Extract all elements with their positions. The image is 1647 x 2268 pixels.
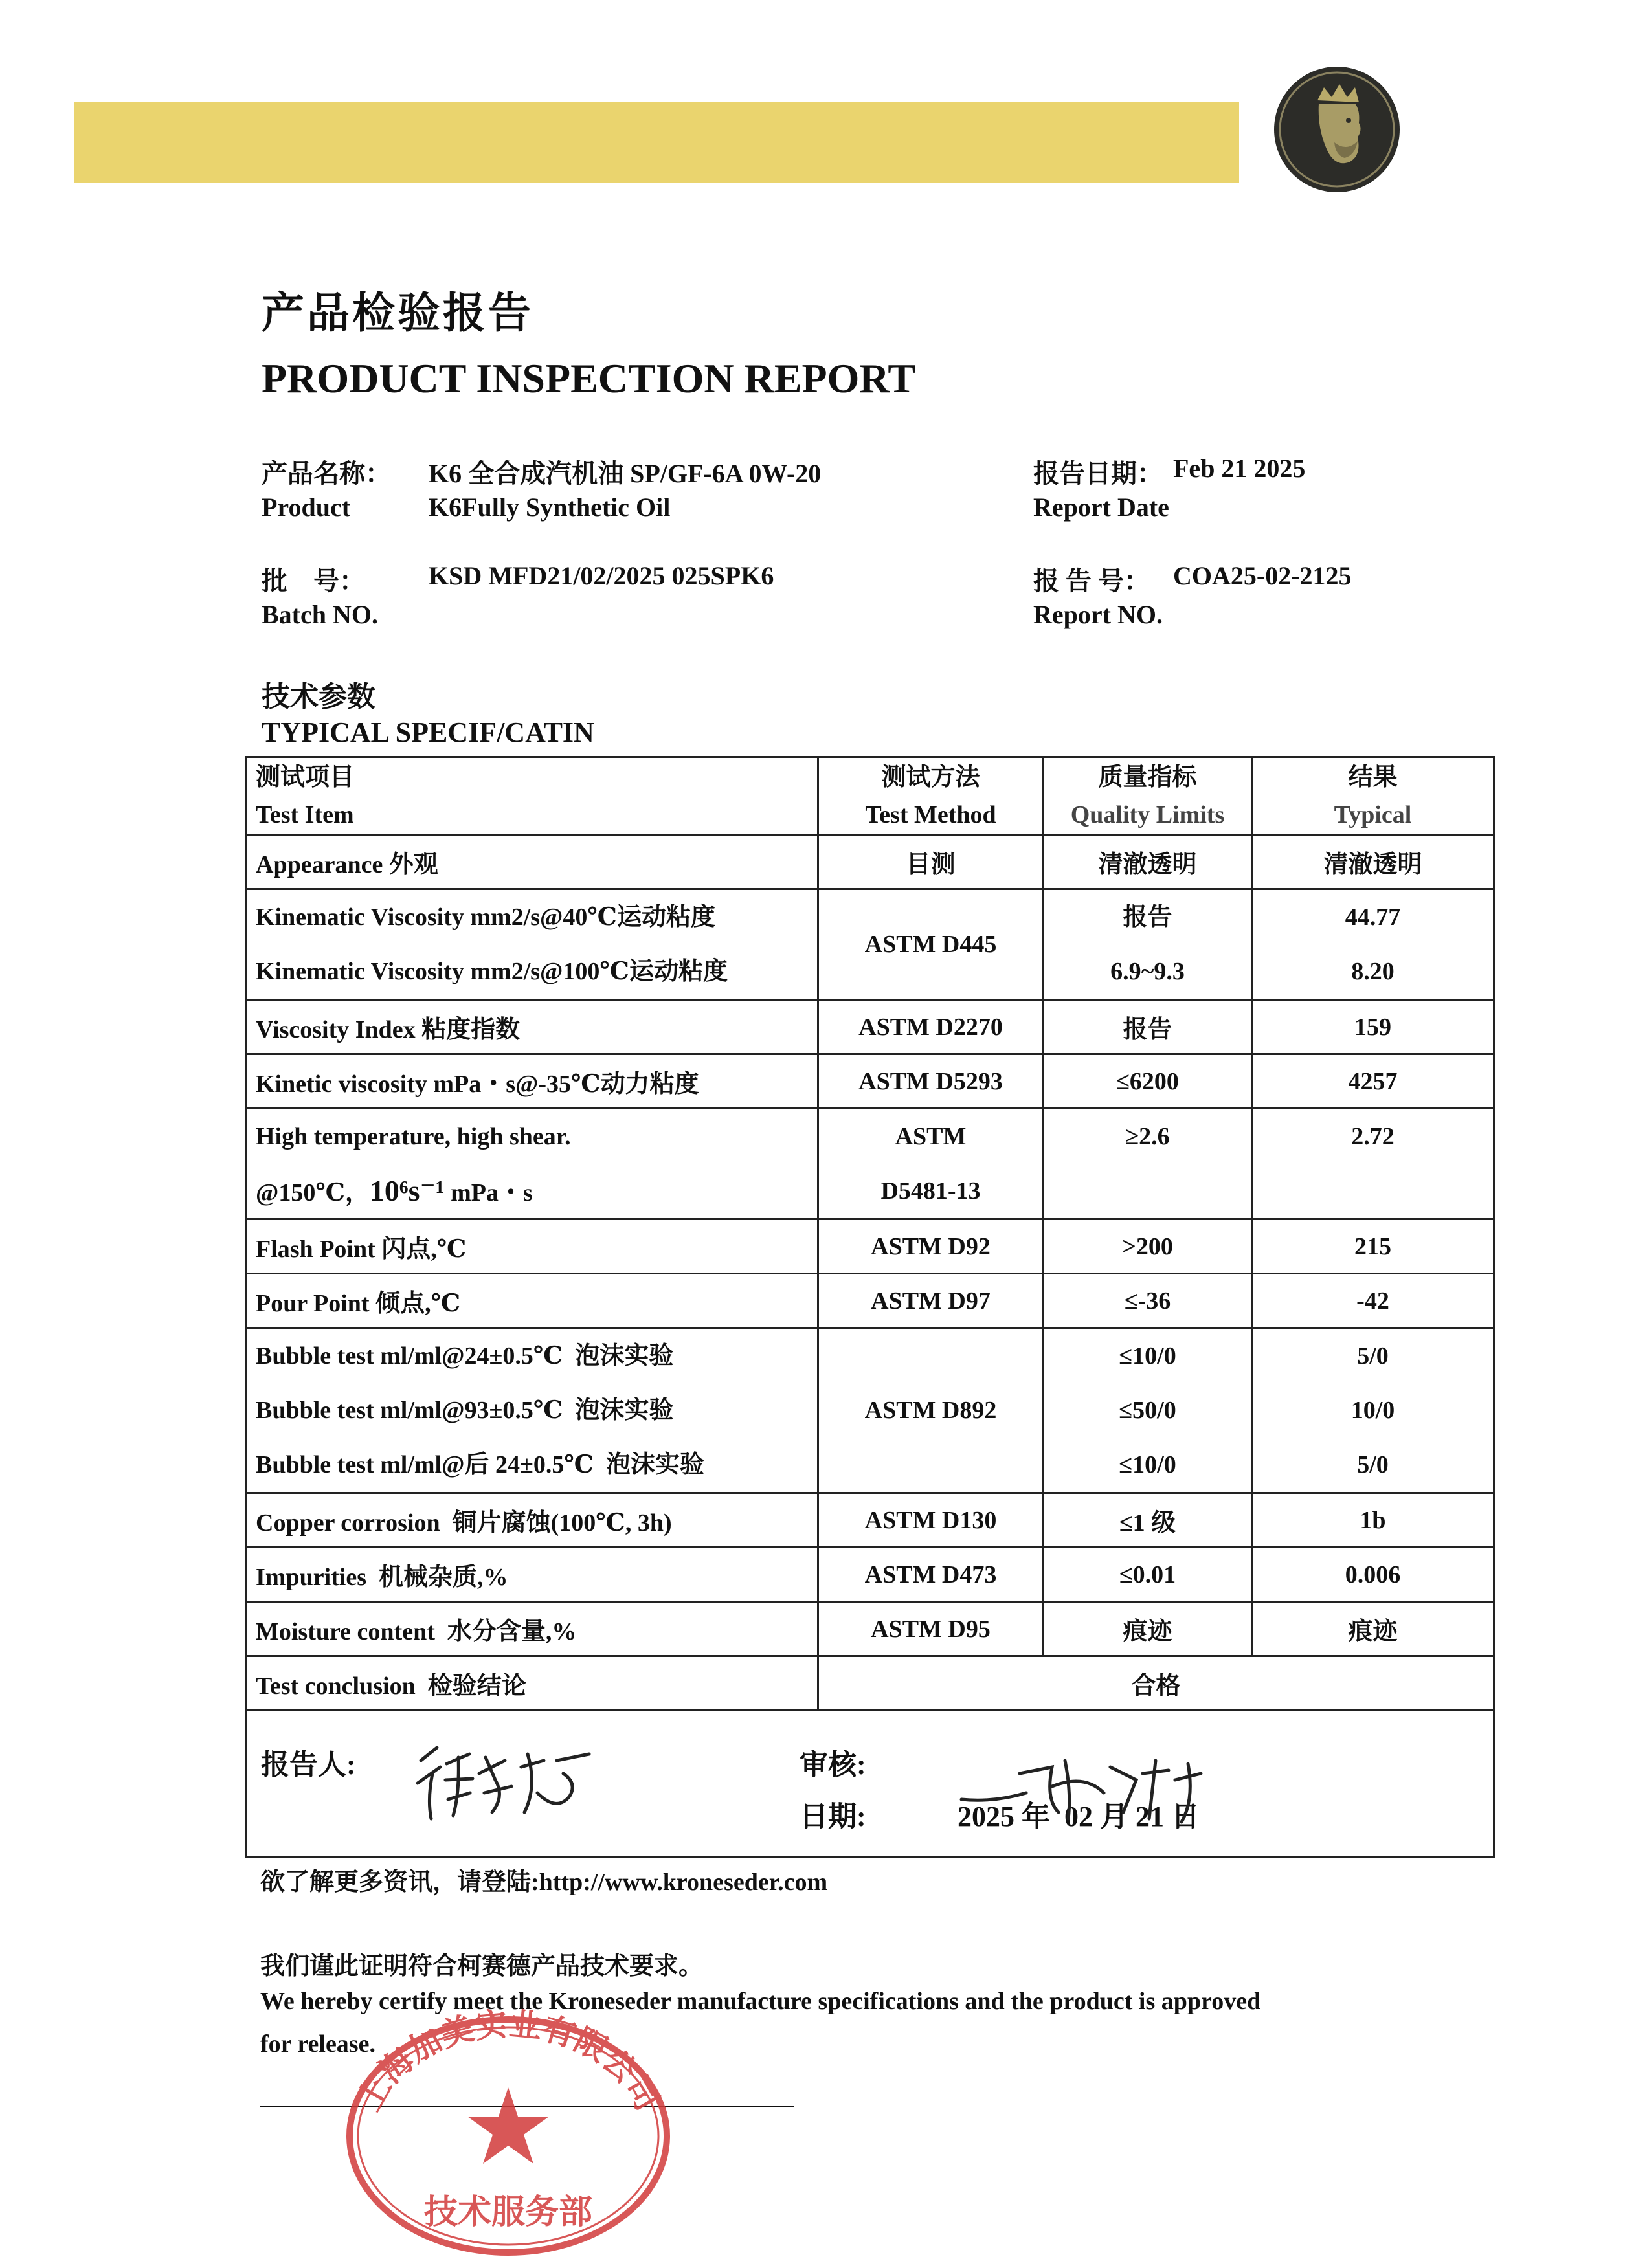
foam-limits: [1044, 1328, 1252, 1493]
ccs-limit: ≤6200: [1044, 1054, 1252, 1109]
header-test-item-en: Test Item: [256, 801, 354, 828]
product-cn-label: 产品名称：: [262, 459, 391, 488]
product-en-value: K6Fully Synthetic Oil: [429, 493, 671, 522]
header-quality-limits: [1044, 757, 1252, 835]
table-row: [246, 1493, 1494, 1548]
table-row: [246, 1548, 1494, 1602]
ccs-item: Kinetic viscosity mPa・s@-35℃动力粘度: [246, 1054, 818, 1109]
kv40-result: 44.77: [1345, 904, 1401, 931]
hths-item-line1: High temperature, high shear.: [256, 1123, 571, 1150]
stamp-top-text: 上海加美实业有限公司: [349, 2005, 667, 2117]
website-line: 欲了解更多资讯，请登陆:http://www.kroneseder.com: [260, 1869, 828, 1896]
report-no-cn-label: 报 告 号：: [1033, 566, 1150, 595]
table-header-row: [246, 757, 1494, 835]
kv40-item: Kinematic Viscosity mm2/s@40℃运动粘度: [256, 904, 715, 931]
table-row: [246, 1328, 1494, 1493]
report-title-cn: 产品检验报告: [262, 290, 533, 337]
flash-item: Flash Point 闪点,℃: [246, 1219, 818, 1274]
impurities-limit: ≤0.01: [1044, 1548, 1252, 1602]
pour-result: -42: [1252, 1274, 1494, 1328]
foam2-item: Bubble test ml/ml@93±0.5℃ 泡沫实验: [256, 1397, 674, 1424]
hths-result: 2.72: [1351, 1123, 1395, 1150]
pour-limit: ≤-36: [1044, 1274, 1252, 1328]
table-row: [246, 1219, 1494, 1274]
certify-en-line2: for release.: [260, 2030, 375, 2058]
header-quality-limits-cn: 质量指标: [1098, 763, 1197, 791]
header-color-band: [74, 102, 1239, 183]
kinematic-viscosity-limits: [1044, 889, 1252, 1000]
table-row: [246, 1054, 1494, 1109]
company-stamp: [337, 2003, 680, 2262]
reporter-signature: [408, 1735, 615, 1825]
appearance-item: Appearance 外观: [246, 835, 818, 889]
copper-method: ASTM D130: [818, 1493, 1044, 1548]
flash-method: ASTM D92: [818, 1219, 1044, 1274]
report-title-en: PRODUCT INSPECTION REPORT: [262, 355, 916, 401]
kv100-limit: 6.9~9.3: [1110, 958, 1185, 985]
flash-result: 215: [1252, 1219, 1494, 1274]
hths-method: [818, 1109, 1044, 1219]
stamp-bottom-text: 技术服务部: [423, 2192, 593, 2232]
header-test-item: [246, 757, 818, 835]
flash-limit: >200: [1044, 1219, 1252, 1274]
hths-limit: ≥2.6: [1125, 1123, 1170, 1150]
reviewer-label: 审核:: [800, 1749, 866, 1781]
report-date-en-label: Report Date: [1033, 493, 1169, 522]
moisture-method: ASTM D95: [818, 1602, 1044, 1656]
foam1-item: Bubble test ml/ml@24±0.5℃ 泡沫实验: [256, 1342, 674, 1370]
table-row: [246, 889, 1494, 1000]
copper-item: Copper corrosion 铜片腐蚀(100℃, 3h): [246, 1493, 818, 1548]
section-title-en: TYPICAL SPECIF/CATIN: [262, 717, 594, 748]
vi-limit: 报告: [1044, 1000, 1252, 1054]
vi-item: Viscosity Index 粘度指数: [246, 1000, 818, 1054]
foam2-limit: ≤50/0: [1119, 1397, 1176, 1424]
foam3-result: 5/0: [1357, 1451, 1389, 1478]
table-row: [246, 835, 1494, 889]
date-value: 2025 年 02 月 21 日: [958, 1801, 1200, 1832]
ccs-method: ASTM D5293: [818, 1054, 1044, 1109]
table-row: [246, 1656, 1494, 1711]
copper-limit: ≤1 级: [1044, 1493, 1252, 1548]
foam-items: [246, 1328, 818, 1493]
impurities-result: 0.006: [1252, 1548, 1494, 1602]
kv100-result: 8.20: [1351, 958, 1395, 985]
table-row: [246, 1000, 1494, 1054]
spec-table: [245, 756, 1495, 1858]
report-no-en-label: Report NO.: [1033, 600, 1163, 629]
moisture-limit: 痕迹: [1044, 1602, 1252, 1656]
reviewer-signature: [955, 1748, 1246, 1832]
impurities-method: ASTM D473: [818, 1548, 1044, 1602]
report-no-value: COA25-02-2125: [1173, 561, 1352, 590]
pour-method: ASTM D97: [818, 1274, 1044, 1328]
header-typical: [1252, 757, 1494, 835]
report-date-value: Feb 21 2025: [1173, 454, 1306, 483]
appearance-result: 清澈透明: [1252, 835, 1494, 889]
ccs-result: 4257: [1252, 1054, 1494, 1109]
batch-en-label: Batch NO.: [262, 600, 378, 629]
product-en-label: Product: [262, 493, 351, 522]
header-quality-limits-en: Quality Limits: [1070, 801, 1225, 828]
conclusion-item: Test conclusion 检验结论: [246, 1656, 818, 1711]
vi-result: 159: [1252, 1000, 1494, 1054]
table-row: [246, 1274, 1494, 1328]
conclusion-result: 合格: [818, 1656, 1494, 1711]
batch-cn-label: 批 号：: [262, 566, 365, 595]
header-test-item-cn: 测试项目: [256, 763, 355, 791]
foam3-item: Bubble test ml/ml@后 24±0.5℃ 泡沫实验: [256, 1451, 704, 1478]
appearance-limit: 清澈透明: [1044, 835, 1252, 889]
reporter-label: 报告人:: [261, 1749, 356, 1781]
hths-shear-rate: 10⁶s⁻¹: [369, 1174, 445, 1207]
foam1-result: 5/0: [1357, 1342, 1389, 1370]
header-test-method-en: Test Method: [865, 801, 996, 828]
hths-result-cell: [1252, 1109, 1494, 1219]
hths-limit-cell: [1044, 1109, 1252, 1219]
report-date-cn-label: 报告日期：: [1033, 459, 1163, 488]
foam-results: [1252, 1328, 1494, 1493]
hths-item: [246, 1109, 818, 1219]
table-row: [246, 1602, 1494, 1656]
kv-method: ASTM D445: [818, 889, 1044, 1000]
copper-result: 1b: [1252, 1493, 1494, 1548]
hths-method-line2: D5481-13: [880, 1177, 981, 1205]
product-cn-value: K6 全合成汽机油 SP/GF-6A 0W-20: [429, 459, 822, 488]
impurities-item: Impurities 机械杂质,%: [246, 1548, 818, 1602]
table-row: [246, 1109, 1494, 1219]
hths-temp: @150℃，: [256, 1179, 370, 1206]
header-typical-cn: 结果: [1348, 763, 1398, 791]
pour-item: Pour Point 倾点,℃: [246, 1274, 818, 1328]
kings-head-logo-icon: [1272, 65, 1402, 194]
vi-method: ASTM D2270: [818, 1000, 1044, 1054]
certify-en-line1: We hereby certify meet the Kroneseder manufacture specifications and the product is approved: [260, 1988, 1261, 2015]
moisture-result: 痕迹: [1252, 1602, 1494, 1656]
kv100-item: Kinematic Viscosity mm2/s@100℃运动粘度: [256, 958, 728, 985]
foam2-result: 10/0: [1350, 1397, 1395, 1424]
foam-method: ASTM D892: [818, 1328, 1044, 1493]
kinematic-viscosity-items: [246, 889, 818, 1000]
batch-value: KSD MFD21/02/2025 025SPK6: [429, 561, 774, 590]
foam1-limit: ≤10/0: [1119, 1342, 1176, 1370]
hths-item-line2: [256, 1164, 808, 1218]
moisture-item: Moisture content 水分含量,%: [246, 1602, 818, 1656]
header-test-method-cn: 测试方法: [881, 763, 980, 791]
kv40-limit: 报告: [1123, 904, 1172, 931]
header-test-method: [818, 757, 1044, 835]
hths-unit: mPa・s: [444, 1179, 533, 1206]
kinematic-viscosity-results: [1252, 889, 1494, 1000]
hths-method-line1: ASTM: [895, 1123, 967, 1150]
foam3-limit: ≤10/0: [1119, 1451, 1176, 1478]
header-typical-en: Typical: [1334, 801, 1412, 828]
date-label: 日期:: [800, 1801, 866, 1832]
section-title-cn: 技术参数: [262, 681, 375, 713]
appearance-method: 目测: [818, 835, 1044, 889]
certify-cn: 我们谨此证明符合柯赛德产品技术要求。: [260, 1953, 704, 1980]
